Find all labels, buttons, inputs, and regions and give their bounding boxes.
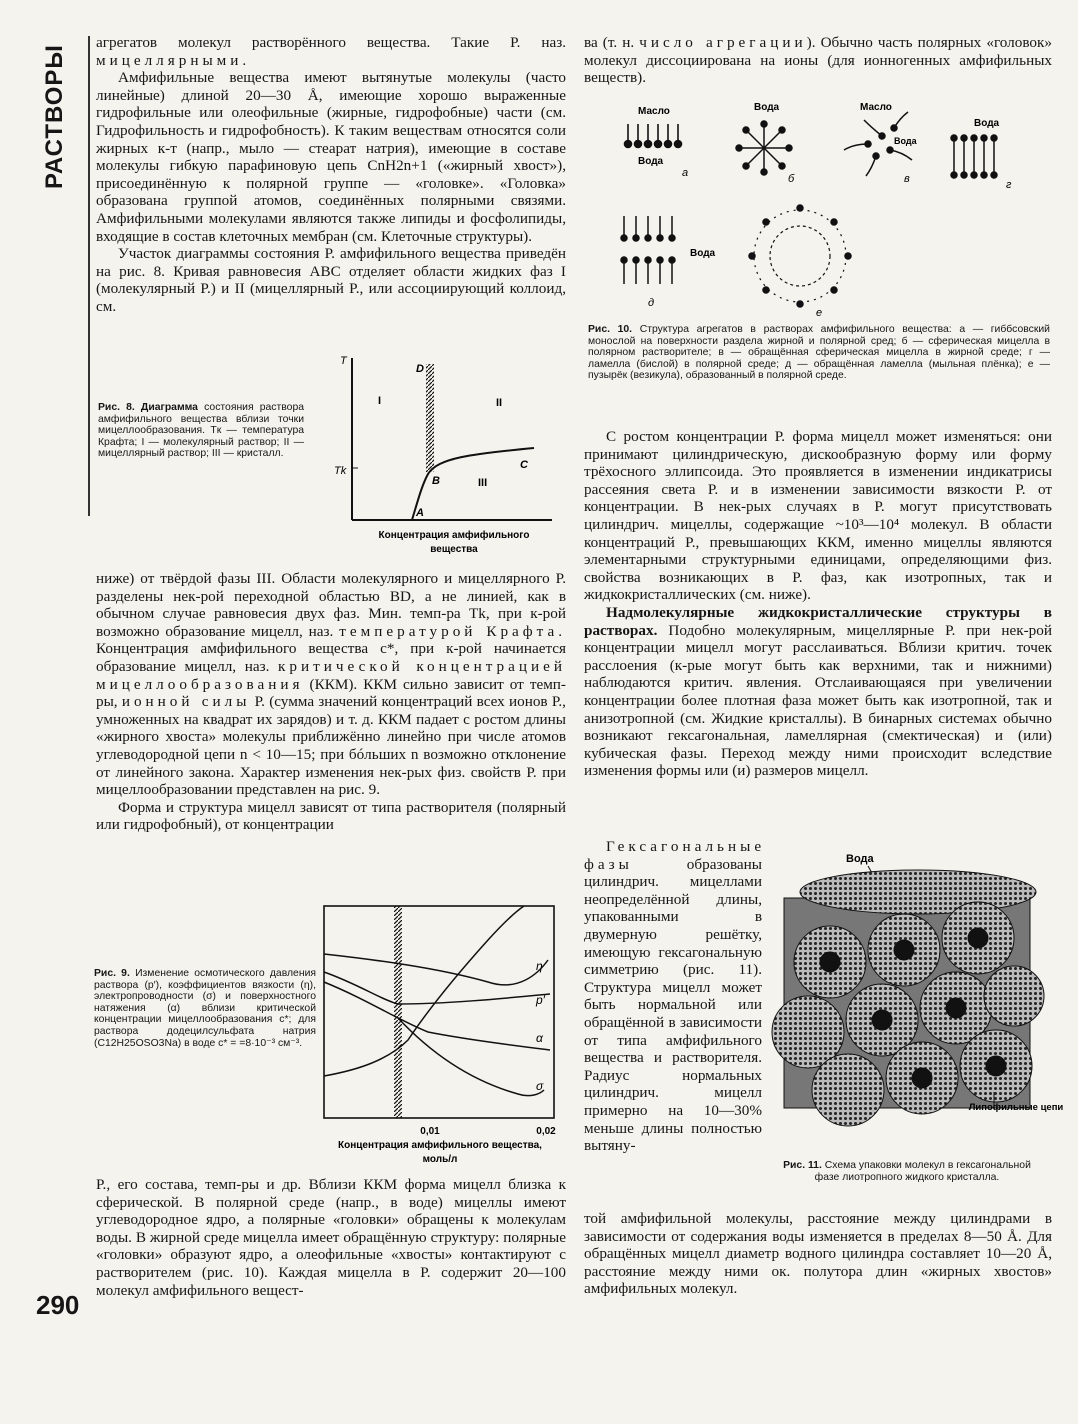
fig8-phase-diagram (320, 350, 570, 560)
label-I: I (378, 395, 382, 407)
svg-text:Вода: Вода (690, 248, 716, 259)
svg-text:Вода: Вода (754, 102, 780, 113)
fig10-aggregates (604, 96, 1044, 318)
left-text-bottom (96, 1176, 566, 1299)
monolayer-a (625, 124, 682, 148)
label-Tk: Tk (334, 465, 347, 477)
cylinder-stack (772, 870, 1044, 1126)
paragraph: Форма и структура мицелл зависят от типа растворителя (полярный или гидрофобный), от концентрации (96, 798, 566, 834)
fig9-xlabel-1: Концентрация амфифильного вещества, (338, 1140, 542, 1151)
label-D: D (416, 363, 424, 375)
label-alpha: α (536, 1031, 543, 1045)
fig9-chart (318, 900, 568, 1170)
tick-001: 0,01 (420, 1126, 440, 1137)
svg-text:г: г (1006, 179, 1012, 191)
fig8-caption: Рис. 8. Диаграмма состояния раствора амфифильного вещества вблизи точки мицеллообразования. Tк — температура Крафта; I — молекулярный раствор; II — мицеллярный раствор; III — кристалл. (98, 402, 304, 460)
svg-text:а: а (682, 167, 689, 179)
label-B: B (432, 475, 440, 487)
inverted-lamella-d (621, 216, 675, 284)
vesicle-e (770, 226, 830, 286)
label-sigma: σ (536, 1079, 544, 1093)
label-A: A (416, 507, 424, 519)
paragraph: той амфифильной молекулы, расстояние между цилиндрами в зависимости от содержания воды изменяется в пределах 8—50 Å. Для обращённых мицелл диаметр водного цилиндра составляет 10—20 Å, расстояние между ними ок. полутора длин «жирных хвостов» амфифильных молекул. (584, 1210, 1052, 1298)
svg-text:Вода: Вода (638, 156, 664, 167)
section-title: РАСТВОРЫ (41, 44, 68, 189)
svg-text:в: в (904, 173, 910, 185)
curve-sigma (324, 906, 524, 1076)
paragraph: ниже) от твёрдой фазы III. Области молекулярного и мицеллярного Р. разделены нек-рой переходной областью BD, а не линией, как в обычном случае равновесия двух фаз. Мин. темп-ра Tk, при к-рой возможно образование мицелл, наз. температурой Крафта. Концентрация амфифильного вещества c*, при к-рой начинается образование мицелл, наз. критической концентрацией мицеллообразования (ККМ). ККМ сильно зависит от темп-ры, ионной силы Р. (сумма значений концентраций всех ионов Р., умноженных на квадрат их зарядов) и т. д. ККМ падает с ростом длины «жирного хвоста» молекулы приближённо линейно при числе атомов углеводородной цепи n < 10—15; при бóльших n возможно отклонение от линейного закона. Характер изменения нек-рых физ. свойств Р. при мицеллообразовании представлен на рис. 9. (96, 570, 566, 799)
paragraph: Надмолекулярные жидкокристаллические структуры в растворах. Подобно молекулярным, мицеллярные Р. при нек-рой концентрации мицелл могут расслаиваться. Вблизи критич. точек расслоения (к-рые могут быть как верхними, так и нижними) наблюдаются критич. явления. Отслаивающаяся при увеличении концентрации более плотная фаза может быть как изотропной, так и анизотропной (см. Жидкие кристаллы). В бинарных системах обычно возникают гексагональная, ламеллярная (смектическая) и (или) кубическая фазы. Переход между ними происходит вследствие изменения формы или (и) размеров мицелл. (584, 603, 1052, 780)
svg-text:б: б (788, 173, 795, 185)
svg-text:Вода: Вода (846, 853, 874, 865)
label-p: p′ (536, 993, 545, 1007)
svg-text:Липофильные цепи: Липофильные цепи (968, 1102, 1064, 1113)
right-text-narrow (584, 838, 766, 1155)
right-text-middle (584, 428, 1052, 780)
svg-text:д: д (648, 297, 655, 309)
curve-eta (324, 954, 548, 985)
label-eta: η (536, 959, 543, 973)
label-C: C (520, 459, 528, 471)
curve-sigma-2 (398, 1018, 544, 1096)
lamella-g (951, 135, 997, 178)
paragraph: С ростом концентрации Р. форма мицелл может изменяться: они принимают цилиндрическую, дискообразную форму или форму трёхосного эллипсоида. Это проявляется в изменении индикатрисы рассеяния света Р. и в изменении зависимости вязкости Р. от концентрации. В нек-рых случаях в Р. могут присутствовать цилиндрич. мицеллы, содержащие ~10³—10⁴ молекул. В области концентраций Р., превышающих ККМ, именно мицеллы являются элементарными структурными единицами, определяющими физ. свойства возникающих в Р. фаз, как изотропных, так и жидкокристаллических (см. ниже). (584, 428, 1052, 604)
fig9-xlabel-2: моль/л (422, 1154, 458, 1165)
svg-text:Масло: Масло (860, 102, 892, 113)
right-text-bottom (584, 1210, 1052, 1298)
fig10-caption: Рис. 10. Структура агрегатов в растворах амфифильного вещества: а — гиббсовский монослой на поверхности раздела жирной и полярной сред; б — сферическая мицелла в полярном растворителе; в — обращённая сферическая мицелла в жирной среде; г — ламелла (бислой) в полярной среде; д — обращённая ламелла (мыльная плёнка); е — пузырёк (везикула), образованный в полярной среде. (588, 324, 1050, 382)
curve-alpha (324, 982, 550, 1050)
fig9-caption: Рис. 9. Изменение осмотического давления раствора (p′), коэффициентов вязкости (η), электропроводности (σ) и поверхностного натяжения (α) вблизи критической концентрации мицеллообразования c*; для раствора додецилсульфата натрия (C12H25OSO3Na) в воде c* = =8·10⁻³ см⁻³. (94, 968, 316, 1049)
paragraph: ва (т. н. число агрегации). Обычно часть полярных «головок» молекул диссоциирована на ионы (для ионногенных амфифильных веществ). (584, 34, 1052, 87)
fig8-xlabel-1: Концентрация амфифильного (378, 530, 530, 541)
fig11-caption: Рис. 11. Схема упаковки молекул в гексагональной фазе лиотропного жидкого кристалла. (783, 1160, 1031, 1183)
fig11-hexagonal-packing (768, 846, 1064, 1154)
svg-text:Вода: Вода (894, 136, 917, 146)
margin-rule (88, 36, 90, 516)
paragraph: Амфифильные вещества имеют вытянутые молекулы (часто линейные) длиной 20—30 Å, имеющие хорошо выраженные гидрофильные или олеофильные (жирные, гидрофобные) части (см. Гидрофильность и гидрофобность). К таким веществам относятся соли жирных к-т (напр., мыло — стеарат натрия), имеющие в составе молекулы гибкую парафиновую цепь CnH2n+1 («жирный хвост»), присоединённую к полярной группе — «головке». «Головка» образована группой атомов, соединённых полярными связями. Амфифильными молекулами являются также липиды и фосфолипиды, входящие в состав клеточных мембран (см. Клеточные структуры). (96, 69, 566, 245)
left-text-middle (96, 570, 566, 834)
svg-text:Масло: Масло (638, 106, 670, 117)
svg-text:е: е (816, 307, 823, 319)
paragraph: Участок диаграммы состояния Р. амфифильного вещества приведён на рис. 8. Кривая равновесия ABC отделяет области жидких фаз I (молекулярный Р.) и II (мицеллярный Р., или ассоциирующий коллоид, см. (96, 245, 566, 315)
paragraph: Р., его состава, темп-ры и др. Вблизи ККМ форма мицелл близка к сферической. В полярной среде (напр., в воде) мицеллы имеют углеводородное ядро, а полярные «головки» обращены к молекулам воды. В жирной среде мицелла имеет обращённую структуру: полярные «головки» образуют ядро, а олеофильные «хвосты» контактируют с растворителем (рис. 10). Каждая мицелла в Р. содержит 20—100 молекул амфифильного вещест- (96, 1176, 566, 1299)
tick-002: 0,02 (536, 1126, 556, 1137)
label-T: T (340, 355, 347, 367)
svg-text:Вода: Вода (974, 118, 1000, 129)
micelle-b (736, 121, 792, 175)
label-II: II (496, 397, 503, 409)
right-text-top (584, 34, 1052, 87)
fig8-xlabel-2: вещества (430, 544, 478, 555)
paragraph: агрегатов молекул растворённого вещества. Такие Р. наз. мицеллярными. (96, 34, 566, 69)
page-number: 290 (36, 1290, 80, 1320)
label-III: III (478, 477, 488, 489)
left-text-top (96, 34, 566, 316)
paragraph: Гексагональные фазы образованы цилиндрич. мицеллами неопределённой длины, упакованными в двумерную решётку, имеющую гексагональную симметрию (рис. 11). Структура мицелл может быть нормальной или обращённой в зависимости от типа амфифильного вещества и растворителя. Радиус нормальных цилиндрич. мицелл примерно на 10—30% меньше длины полностью вытяну- (584, 838, 766, 1155)
